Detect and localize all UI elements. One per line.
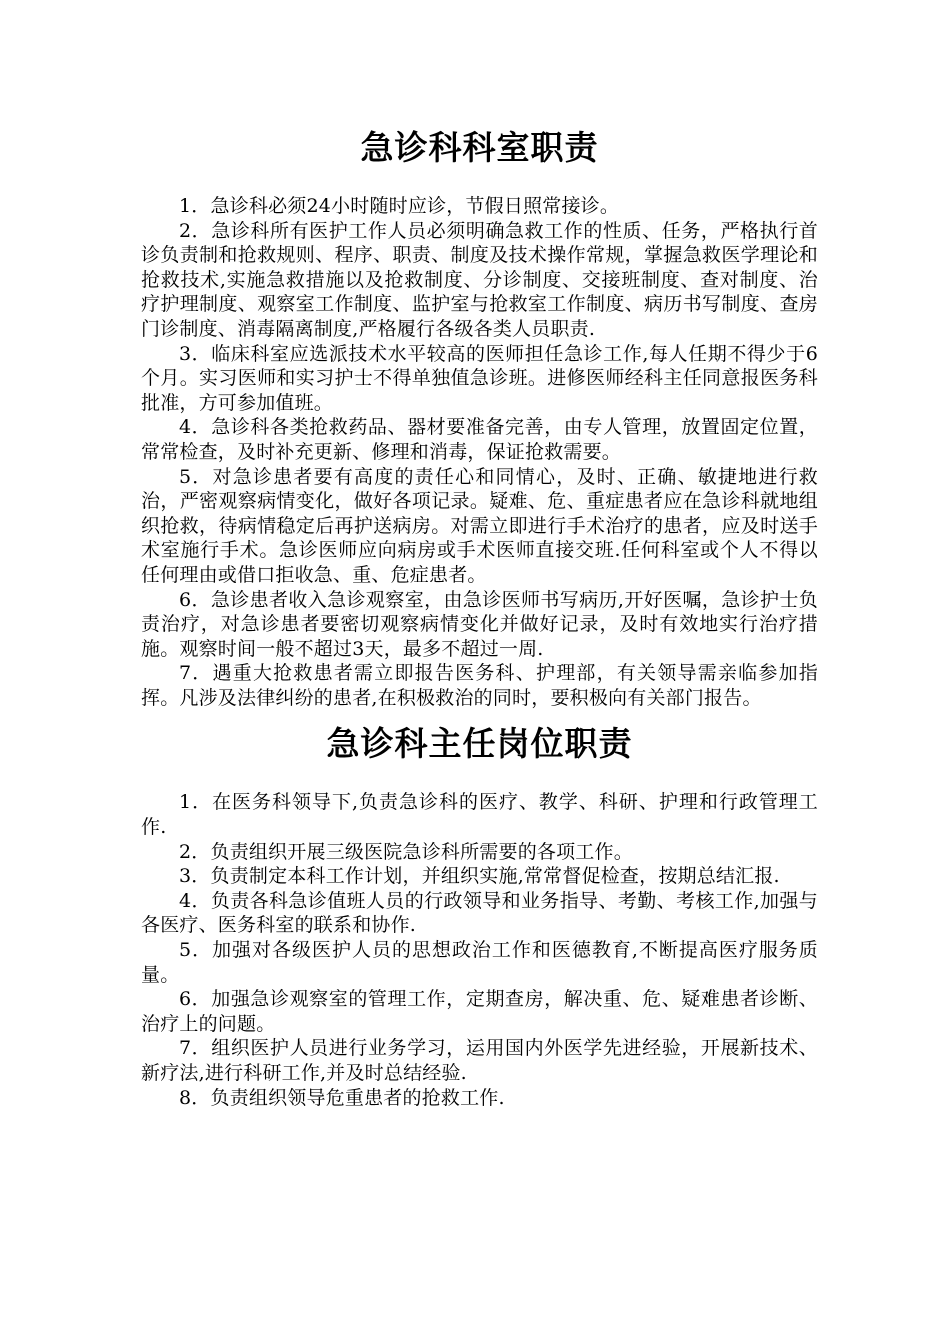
department-duties-list xyxy=(141,194,818,710)
duty-item: 6．急诊患者收入急诊观察室，由急诊医师书写病历,开好医嘱，急诊护士负责治疗，对急诊患者要密切观察病情变化并做好记录，及时有效地实行治疗措施。观察时间一般不超过3天，最多不超过一周. xyxy=(141,588,818,660)
duty-item: 7．遇重大抢救患者需立即报告医务科、护理部，有关领导需亲临参加指挥。凡涉及法律纠纷的患者,在积极救治的同时，要积极向有关部门报告。 xyxy=(141,662,818,709)
section-title-department-duties: 急诊科科室职责 xyxy=(360,128,599,167)
duty-item: 8．负责组织领导危重患者的抢救工作. xyxy=(179,1086,505,1109)
document-page xyxy=(141,0,818,1110)
duty-item: 1．在医务科领导下,负责急诊科的医疗、教学、科研、护理和行政管理工作. xyxy=(141,791,818,839)
duty-item: 3．负责制定本科工作计划，并组织实施,常常督促检查，按期总结汇报. xyxy=(179,865,780,888)
duty-item: 7．组织医护人员进行业务学习，运用国内外医学先进经验，开展新技术、新疗法,进行科研工作,并及时总结经验. xyxy=(141,1037,818,1084)
duty-item: 5．加强对各级医护人员的思想政治工作和医德教育,不断提高医疗服务质量。 xyxy=(141,939,818,986)
duty-item: 1．急诊科必须24小时随时应诊，节假日照常接诊。 xyxy=(179,195,620,217)
duty-item: 2．急诊科所有医护工作人员必须明确急救工作的性质、任务，严格执行首诊负责制和抢救规则、程序、职责、制度及技术操作常规，掌握急救医学理论和抢救技术,实施急救措施以及抢救制度、分诊制度、交接班制度、查对制度、治疗护理制度、观察室工作制度、监护室与抢救室工作制度、病历书写制度、查房门诊制度、消毒隔离制度,严格履行各级各类人员职责. xyxy=(141,219,818,340)
duty-item: 5．对急诊患者要有高度的责任心和同情心，及时、正确、敏捷地进行救治，严密观察病情变化，做好各项记录。疑难、危、重症患者应在急诊科就地组织抢救，待病情稳定后再护送病房。对需立即进行手术治疗的患者，应及时送手术室施行手术。急诊医师应向病房或手术医师直接交班.任何科室或个人不得以任何理由或借口拒收急、重、危症患者。 xyxy=(141,465,818,586)
duty-item: 6．加强急诊观察室的管理工作，定期查房，解决重、危、疑难患者诊断、治疗上的问题。 xyxy=(141,988,818,1035)
duty-item: 4．负责各科急诊值班人员的行政领导和业务指导、考勤、考核工作,加强与各医疗、医务科室的联系和协作. xyxy=(141,889,818,937)
duty-item: 3．临床科室应选派技术水平较高的医师担任急诊工作,每人任期不得少于6个月。实习医师和实习护士不得单独值急诊班。进修医师经科主任同意报医务科批准，方可参加值班。 xyxy=(141,342,818,414)
duty-item: 4．急诊科各类抢救药品、器材要准备完善，由专人管理，放置固定位置，常常检查，及时补充更新、修理和消毒，保证抢救需要。 xyxy=(141,416,818,463)
duty-item: 2．负责组织开展三级医院急诊科所需要的各项工作。 xyxy=(179,840,633,863)
director-duties-list xyxy=(141,790,818,1110)
section-title-director-duties: 急诊科主任岗位职责 xyxy=(326,724,633,764)
